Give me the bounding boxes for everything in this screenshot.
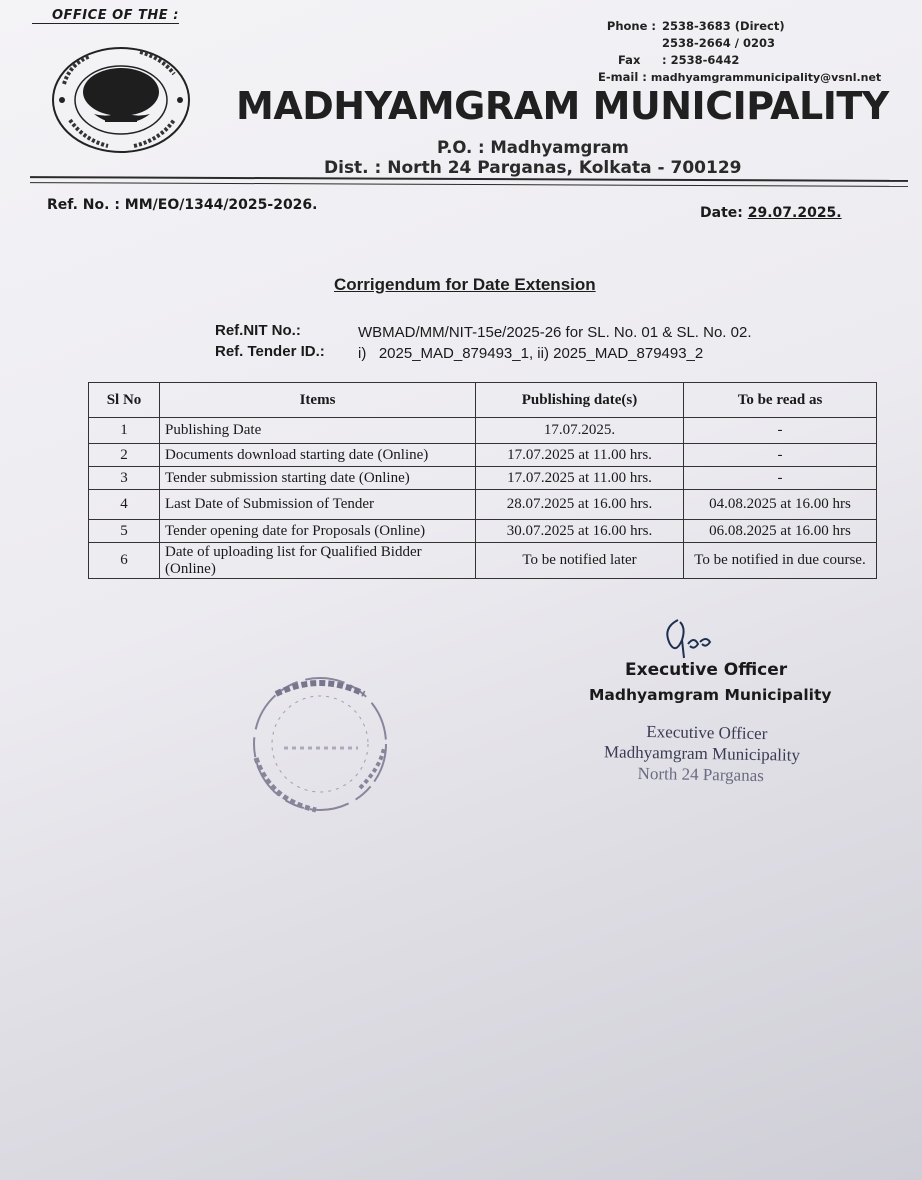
table-header-row [89,383,877,418]
stamp-line-2: Madhyamgram Municipality [603,742,801,765]
header-read-as: To be read as [684,383,877,418]
municipality-logo [50,44,192,156]
table-row [89,520,877,543]
email-label: E-mail : [598,70,647,84]
contact-block [598,18,881,86]
cell-sl: 4 [89,490,160,520]
nit-label: Ref.NIT No.: [215,322,301,339]
cell-item: Documents download starting date (Online) [160,444,476,467]
dist-line: Dist. : North 24 Parganas, Kolkata - 700129 [324,158,742,178]
cell-item: Tender opening date for Proposals (Online) [160,520,476,543]
table-row [89,418,877,444]
round-seal [240,668,400,818]
table-row [89,444,877,467]
table-row [89,467,877,490]
cell-read: To be notified in due course. [684,543,877,579]
cell-item: Date of uploading list for Qualified Bidder (Online) [160,543,476,579]
notice-heading: Corrigendum for Date Extension [334,275,596,294]
nit-value: WBMAD/MM/NIT-15e/2025-26 for SL. No. 01 & SL. No. 02. [358,324,752,341]
cell-sl: 5 [89,520,160,543]
phone-label: Phone : [606,19,656,33]
cell-sl: 1 [89,418,160,444]
po-line: P.O. : Madhyamgram [437,138,629,157]
stamp-line-3: North 24 Parganas [637,763,765,786]
header-rule-thin [30,182,908,187]
cell-date: 30.07.2025 at 16.00 hrs. [476,520,684,543]
office-label: OFFICE OF THE : [32,8,179,24]
nit-values [358,322,752,364]
cell-date: 17.07.2025 at 11.00 hrs. [476,444,684,467]
cell-date: 17.07.2025 at 11.00 hrs. [476,467,684,490]
org-name: MADHYAMGRAM MUNICIPALITY [236,84,889,128]
tender-value: i) 2025_MAD_879493_1, ii) 2025_MAD_879493_2 [358,345,704,362]
cell-item: Tender submission starting date (Online) [160,467,476,490]
fax-value: : 2538-6442 [662,53,740,67]
cell-sl: 6 [89,543,160,579]
stamp-line-1: Executive Officer [646,722,768,744]
table-row [89,490,877,520]
date-value: 29.07.2025. [747,205,842,221]
cell-sl: 3 [89,467,160,490]
cell-read: - [684,467,877,490]
ref-number: Ref. No. : MM/EO/1344/2025-2026. [47,197,318,213]
header-sl: Sl No [89,383,160,418]
tender-label: Ref. Tender ID.: [215,343,325,360]
cell-date: 28.07.2025 at 16.00 hrs. [476,490,684,520]
cell-read: - [684,444,877,467]
cell-item: Publishing Date [160,418,476,444]
email-value: madhyamgrammunicipality@vsnl.net [650,71,882,84]
fax-label: Fax [618,53,641,67]
table-row [89,543,877,579]
official-stamp-text [603,720,800,786]
cell-date: To be notified later [476,543,684,579]
schedule-table [88,382,877,579]
cell-sl: 2 [89,444,160,467]
date-line [700,205,842,221]
phone-other: 2538-2664 / 0203 [662,36,776,50]
phone-direct: 2538-3683 (Direct) [662,19,785,33]
cell-date: 17.07.2025. [476,418,684,444]
header-publishing: Publishing date(s) [476,383,684,418]
signature-mark [660,614,720,664]
header-items: Items [160,383,476,418]
signatory-org: Madhyamgram Municipality [589,686,832,704]
cell-read: 04.08.2025 at 16.00 hrs [684,490,877,520]
signatory-title: Executive Officer [625,660,788,680]
cell-item: Last Date of Submission of Tender [160,490,476,520]
cell-read: 06.08.2025 at 16.00 hrs [684,520,877,543]
nit-labels [215,320,325,362]
date-label: Date: [700,205,743,221]
cell-read: - [684,418,877,444]
